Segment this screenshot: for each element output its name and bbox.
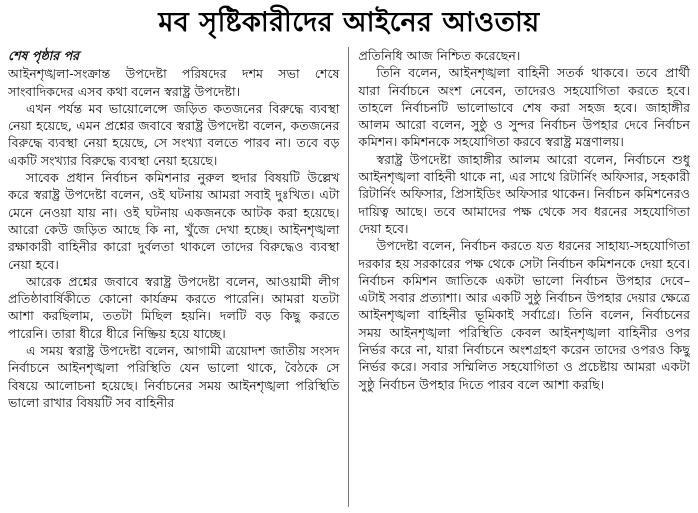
paragraph: তিনি বলেন, আইনশৃঙ্খলা বাহিনী সতর্ক থাকবে। তবে প্রার্থী যারা নির্বাচনে অংশ নেবেন, তাদেরও সহযোগিতা করতে হবে। তাহলে নির্বাচনটি ভালোভাবে শেষ করা সহজ হবে। জাহাঙ্গীর আলম আরো বলেন, সুষ্ঠু ও সুন্দর নির্বাচন উপহার দেবে নির্বাচন কমিশন। কমিশনকে সহযোগিতা করবে স্বরাষ্ট্র মন্ত্রণালয়। (358, 65, 690, 150)
paragraph: আইনশৃঙ্খলা-সংক্রান্ত উপদেষ্টা পরিষদের দশম সভা শেষে সাংবাদিকদের এসব কথা বলেন স্বরাষ্ট্র উপদেষ্টা। (8, 66, 340, 99)
paragraph: আরেক প্রশ্নের জবাবে স্বরাষ্ট্র উপদেষ্টা বলেন, আওয়ামী লীগ প্রতিষ্ঠাবার্ষিকীতে কোনো কার্যক্রম করতে পারেনি। আমরা যতটা আশা করছিলাম, ততটা মিছিল হয়নি। দলটি বড় কিছু করতে পারেনি। তারা ধীরে ধীরে নিষ্ক্রিয় হয়ে যাচ্ছে। (8, 273, 340, 341)
continued-label: শেষ পৃষ্ঠার পর (8, 48, 80, 63)
paragraph: সাবেক প্রধান নির্বাচন কমিশনার নুরুল হুদার বিষয়টি উল্লেখ করে স্বরাষ্ট্র উপদেষ্টা বলেন, ওই ঘটনায় আমরা সবাই দুঃখিত। এটা মেনে নেওয়া যায় না। ওই ঘটনায় একজনকে আটক করা হয়েছে। আরো কেউ জড়িত আছে কি না, খুঁজে দেখা হচ্ছে। আইনশৃঙ্খলা রক্ষাকারী বাহিনীর কারো দুর্বলতা থাকলে তাদের বিরুদ্ধেও ব্যবস্থা নেয়া হবে। (8, 170, 340, 272)
paragraph: এখন পর্যন্ত মব ভায়োলেন্সে জড়িত কতজনের বিরুদ্ধে ব্যবস্থা নেয়া হয়েছে, এমন প্রশ্নের জবাবে স্বরাষ্ট্র উপদেষ্টা বলেন, কতজনের বিরুদ্ধে ব্যবস্থা নেয়া হয়েছে, সে সংখ্যা বলতে পারব না। তবে বড় একটি সংখ্যার বিরুদ্ধে ব্যবস্থা নেয়া হয়েছে। (8, 100, 340, 168)
paragraph: উপদেষ্টা বলেন, নির্বাচন করতে যত ধরনের সাহায্য-সহযোগিতা দরকার হয় সরকারের পক্ষ থেকে সেটা নির্বাচন কমিশনকে দেয়া হবে। নির্বাচন কমিশন জাতিকে একটা ভালো নির্বাচন উপহার দেবে– এটাই সবার প্রত্যাশা। আর একটি সুষ্ঠু নির্বাচন উপহার দেয়ার ক্ষেত্রে আইনশৃঙ্খলা বাহিনীর ভূমিকাই সর্বাগ্রে। তিনি বলেন, নির্বাচনের সময় আইনশৃঙ্খলা পরিস্থিতি কেবল আইনশৃঙ্খলা বাহিনীর ওপর নির্ভর করে না, যারা নির্বাচনে অংশগ্রহণ করেন তাদের ওপরও কিছু নির্ভর করে। সবার সম্মিলিত সহযোগিতা ও প্রচেষ্টায় আমরা একটা সুষ্ঠু নির্বাচন উপহার দিতে পারব বলে আশা করছি। (358, 238, 690, 392)
headline: মব সৃষ্টিকারীদের আইনের আওতায় (158, 7, 540, 38)
paragraph: এ সময় স্বরাষ্ট্র উপদেষ্টা বলেন, আগামী ত্রয়োদশ জাতীয় সংসদ নির্বাচনে আইনশৃঙ্খলা পরিস্থিতি যেন ভালো থাকে, বৈঠকে সে বিষয়ে আলোচনা হয়েছে। নির্বাচনের সময় আইনশৃঙ্খলা পরিস্থিতি ভালো রাখার বিষয়টি সব বাহিনীর (8, 343, 340, 410)
article-body (8, 47, 690, 509)
right-column (349, 47, 691, 509)
paragraph: স্বরাষ্ট্র উপদেষ্টা জাহাঙ্গীর আলম আরো বলেন, নির্বাচনে শুধু আইনশৃঙ্খলা বাহিনী থাকে না, এর সাথে রিটার্নিং অফিসার, সহকারী রিটার্নিং অফিসার, প্রিসাইডিং অফিসার থাকেন। নির্বাচন কমিশনেরও দায়িত্ব আছে। তবে আমাদের পক্ষ থেকে সব ধরনের সহযোগিতা দেয়া হবে। (358, 151, 690, 236)
paragraph: প্রতিনিধি আজ নিশ্চিত করেছেন। (358, 48, 521, 63)
left-column (8, 47, 348, 509)
